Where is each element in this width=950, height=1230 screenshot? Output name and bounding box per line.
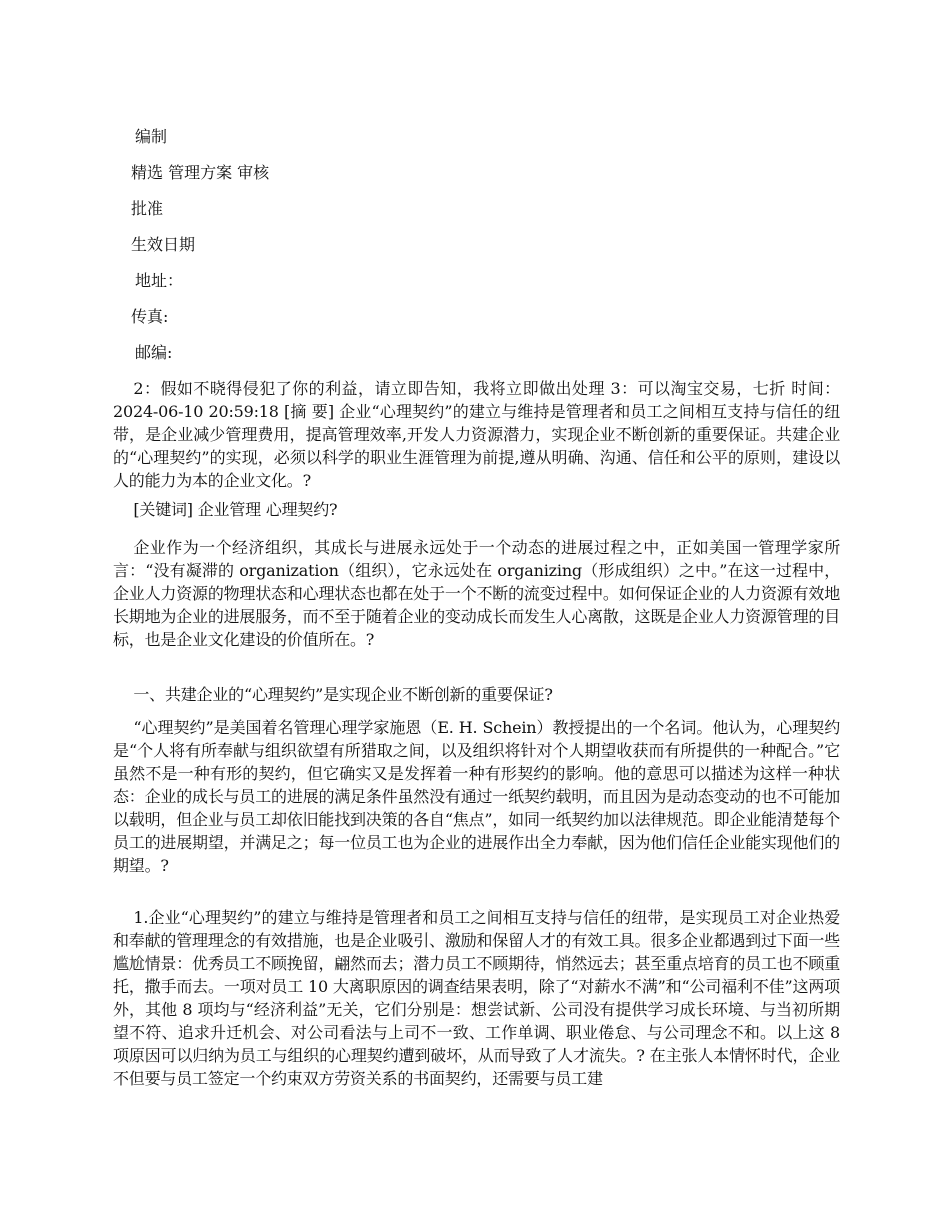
meta-fax: 传真:	[131, 307, 169, 326]
paragraph-abstract: 2：假如不晓得侵犯了你的利益，请立即告知，我将立即做出处理 3：可以淘宝交易，七折 时间：2024-06-10 20:59:18 [摘 要] 企业“心理契约”的建立与维持是管理者和员工之间相互支持与信任的纽带，是企业减少管理费用，提高管理效率,开发人力资源潜力，实现企业不断创新的重要保证。共建企业的“心理契约”的实现，必须以科学的职业生涯管理为前提,遵从明确、沟通、信任和公平的原则，建设以人的能力为本的企业文化。?	[113, 379, 840, 490]
meta-effective-date: 生效日期	[131, 235, 196, 254]
paragraph-psychological-contract: “心理契约”是美国着名管理心理学家施恩（E. H. Schein）教授提出的一个名词。他认为，心理契约是“个人将有所奉献与组织欲望有所猎取之间，以及组织将针对个人期望收获而有所提供的一种配合。”它虽然不是一种有形的契约，但它确实又是发挥着一种有形契约的影响。他的意思可以描述为这样一种状态：企业的成长与员工的进展的满足条件虽然没有通过一纸契约载明，而且因为是动态变动的也不可能加以载明，但企业与员工却依旧能找到决策的各自“焦点”，如同一纸契约加以法律规范。即企业能清楚每个员工的进展期望，并满足之；每一位员工也为企业的进展作出全力奉献，因为他们信任企业能实现他们的期望。?	[113, 718, 840, 875]
meta-address: 地址：	[135, 271, 184, 290]
paragraph-intro: 企业作为一个经济组织，其成长与进展永远处于一个动态的进展过程之中，正如美国一管理学家所言：“没有凝滞的 organization（组织），它永远处在 organizing（形成组织）之中。”在这一过程中，企业人力资源的物理状态和心理状态也都在处于一个不断的流变过程中。如何保证企业的人力资源有效地长期地为企业的进展服务，而不至于随着企业的变动成长而发生人心离散，这既是企业人力资源管理的目标，也是企业文化建设的价值所在。?	[113, 538, 840, 649]
meta-approve: 批准	[131, 199, 164, 218]
paragraph-point-1: 1.企业“心理契约”的建立与维持是管理者和员工之间相互支持与信任的纽带，是实现员工对企业热爱和奉献的管理理念的有效措施，也是企业吸引、激励和保留人才的有效工具。很多企业都遇到过下面一些尴尬情景：优秀员工不顾挽留，翩然而去；潜力员工不顾期待，悄然远去；甚至重点培育的员工也不顾重托，撒手而去。一项对员工 10 大离职原因的调查结果表明，除了“对薪水不满”和“公司福利不佳”这两项外，其他 8 项均与“经济利益”无关，它们分别是：想尝试新、公司没有提供学习成长环境、与当初所期望不符、追求升迁机会、对公司看法与上司不一致、工作单调、职业倦怠、与公司理念不和。以上这 8 项原因可以归纳为员工与组织的心理契约遭到破坏，从而导致了人才流失。? 在主张人本情怀时代，企业不但要与员工签定一个约束双方劳资关系的书面契约，还需要与员工建	[113, 908, 840, 1088]
meta-postcode: 邮编:	[135, 343, 173, 362]
paragraph-keywords: [关键词] 企业管理 心理契约?	[133, 500, 338, 519]
section-heading-1: 一、共建企业的“心理契约”是实现企业不断创新的重要保证?	[133, 685, 553, 704]
meta-review: 精选 管理方案 审核	[131, 163, 270, 182]
meta-compile: 编制	[135, 127, 168, 146]
